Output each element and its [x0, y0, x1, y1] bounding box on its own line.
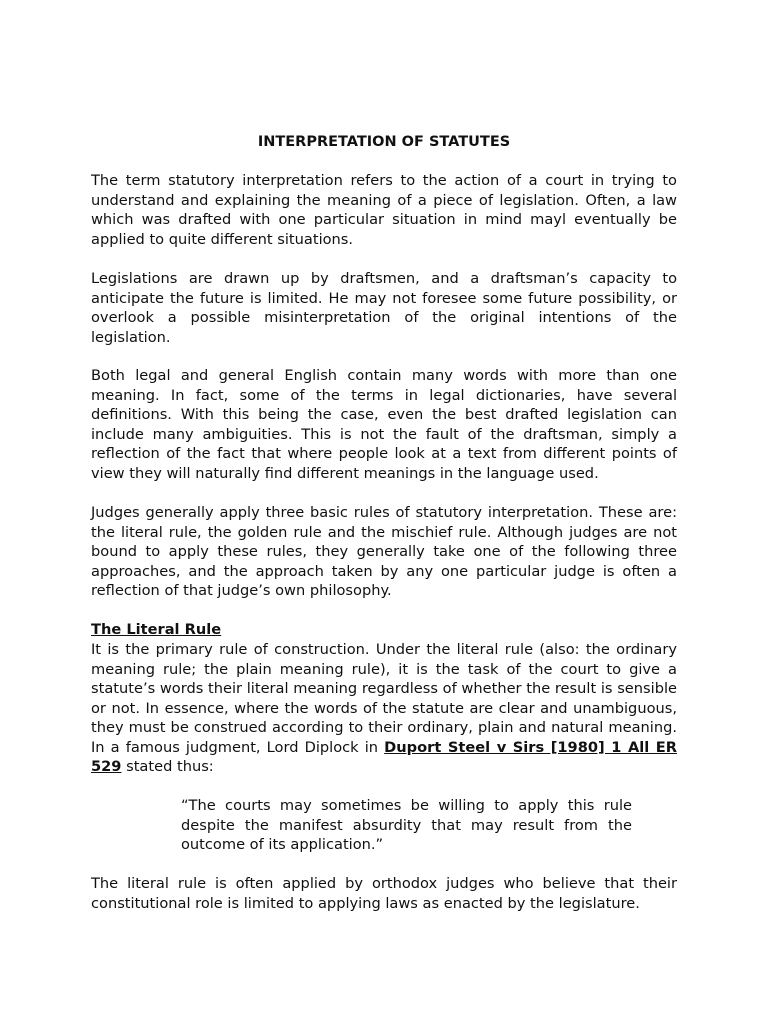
paragraph-statutory-interpretation: The term statutory interpretation refers to the action of a court in trying to understand and explaining the meaning of a piece of legislation. Often, a law which was drafted with one particular situation in mind mayl eventually be applied to quite different situations.: [91, 172, 677, 248]
block-quote: “The courts may sometimes be willing to apply this rule despite the manifest absurdity that may result from the outcome of its application.”: [181, 797, 632, 853]
literal-rule-text-end: stated thus:: [126, 758, 214, 775]
case-citation: Duport Steel v Sirs [1980] 1 All ER 529: [91, 738, 678, 775]
paragraph-draftsmen: Legislations are drawn up by draftsmen, and a draftsman’s capacity to anticipate the future is limited. He may not foresee some future possibility, or overlook a possible misinterpretation of the original intentions of the legislation.: [91, 270, 677, 346]
literal-rule-text: It is the primary rule of construction. Under the literal rule (also: the ordinary meaning rule; the plain meaning rule), it is the task of the court to give a statute’s words their literal meaning regardless of whether the result is sensible or not. In essence, where the words of the statute are clear and unambiguous, they must be construed according to their ordinary, plain and natural meaning. In a famous judgment, Lord Diplock in: [91, 641, 677, 756]
paragraph-literal-rule: [91, 640, 677, 777]
paragraph-ambiguities: Both legal and general English contain many words with more than one meaning. In fact, some of the terms in legal dictionaries, have several definitions. With this being the case, even the best drafted legislation can include many ambiguities. This is not the fault of the draftsman, simply a reflection of the fact that where people look at a text from different points of view they will naturally find different meanings in the language used.: [91, 367, 677, 482]
paragraph-three-rules: Judges generally apply three basic rules of statutory interpretation. These are: the literal rule, the golden rule and the mischief rule. Although judges are not bound to apply these rules, they generally take one of the following three approaches, and the approach taken by any one particular judge is often a reflection of that judge’s own philosophy.: [91, 504, 677, 599]
section-heading-literal-rule: The Literal Rule: [91, 621, 222, 638]
paragraph-orthodox-judges: The literal rule is often applied by orthodox judges who believe that their constitutional role is limited to applying laws as enacted by the legislature.: [91, 875, 677, 912]
document-title: INTERPRETATION OF STATUTES: [257, 134, 511, 150]
